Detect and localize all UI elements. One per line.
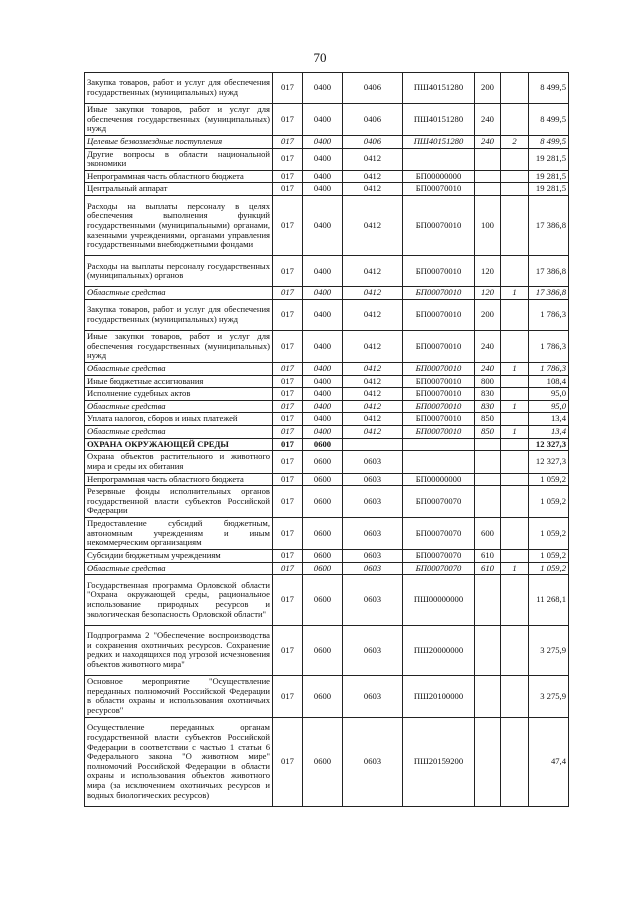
target-article-cell: БП00070010 [403, 426, 475, 439]
subsection-code-cell: 0412 [343, 256, 403, 287]
funding-source-cell [501, 451, 529, 473]
funding-source-cell [501, 388, 529, 401]
target-article-cell: БП00070010 [403, 388, 475, 401]
item-name-cell: ОХРАНА ОКРУЖАЮЩЕЙ СРЕДЫ [85, 438, 273, 451]
target-article-cell: БП00070010 [403, 183, 475, 196]
expense-type-cell [475, 717, 501, 806]
ministry-code-cell: 017 [273, 438, 303, 451]
item-name-cell: Областные средства [85, 362, 273, 375]
funding-source-cell [501, 73, 529, 104]
item-name-cell: Охрана объектов растительного и животного мира и среды их обитания [85, 451, 273, 473]
funding-source-cell: 2 [501, 135, 529, 148]
amount-cell: 8 499,5 [529, 135, 569, 148]
expense-type-cell [475, 473, 501, 486]
page-number: 70 [313, 50, 327, 65]
section-code-cell: 0600 [303, 451, 343, 473]
subsection-code-cell: 0406 [343, 104, 403, 136]
amount-cell: 1 059,2 [529, 549, 569, 562]
item-name-cell: Субсидии бюджетным учреждениям [85, 549, 273, 562]
ministry-code-cell: 017 [273, 196, 303, 256]
item-name-cell: Основное мероприятие "Осуществление переданных полномочий Российской Федерации в области охраны и использования охотничьих ресурсов" [85, 676, 273, 718]
ministry-code-cell: 017 [273, 717, 303, 806]
funding-source-cell [501, 575, 529, 626]
subsection-code-cell: 0412 [343, 400, 403, 413]
target-article-cell: БП00000000 [403, 170, 475, 183]
item-name-cell: Расходы на выплаты персоналу государственных (муниципальных) органов [85, 256, 273, 287]
amount-cell: 19 281,5 [529, 183, 569, 196]
ministry-code-cell: 017 [273, 518, 303, 550]
amount-cell: 12 327,3 [529, 451, 569, 473]
funding-source-cell [501, 300, 529, 331]
section-code-cell: 0400 [303, 331, 343, 363]
subsection-code-cell: 0412 [343, 388, 403, 401]
section-code-cell: 0400 [303, 400, 343, 413]
table-row [85, 575, 569, 626]
funding-source-cell [501, 413, 529, 426]
item-name-cell: Иные закупки товаров, работ и услуг для обеспечения государственных (муниципальных) нужд [85, 331, 273, 363]
ministry-code-cell: 017 [273, 562, 303, 575]
amount-cell: 1 786,3 [529, 300, 569, 331]
section-code-cell: 0400 [303, 362, 343, 375]
table-row [85, 256, 569, 287]
amount-cell: 95,0 [529, 388, 569, 401]
expense-type-cell [475, 438, 501, 451]
expense-type-cell: 200 [475, 73, 501, 104]
ministry-code-cell: 017 [273, 486, 303, 518]
section-code-cell: 0400 [303, 426, 343, 439]
subsection-code-cell: 0603 [343, 575, 403, 626]
item-name-cell: Непрограммная часть областного бюджета [85, 170, 273, 183]
subsection-code-cell: 0603 [343, 549, 403, 562]
table-row [85, 104, 569, 136]
item-name-cell: Резервные фонды исполнительных органов государственной власти субъектов Российской Федерации [85, 486, 273, 518]
ministry-code-cell: 017 [273, 362, 303, 375]
funding-source-cell [501, 148, 529, 170]
ministry-code-cell: 017 [273, 300, 303, 331]
table-row [85, 473, 569, 486]
target-article-cell [403, 451, 475, 473]
section-code-cell: 0600 [303, 575, 343, 626]
funding-source-cell [501, 549, 529, 562]
subsection-code-cell: 0603 [343, 625, 403, 676]
ministry-code-cell: 017 [273, 287, 303, 300]
expense-type-cell [475, 625, 501, 676]
amount-cell: 47,4 [529, 717, 569, 806]
section-code-cell: 0600 [303, 438, 343, 451]
expense-type-cell: 850 [475, 413, 501, 426]
item-name-cell: Непрограммная часть областного бюджета [85, 473, 273, 486]
ministry-code-cell: 017 [273, 135, 303, 148]
expense-type-cell: 830 [475, 388, 501, 401]
expense-type-cell: 610 [475, 549, 501, 562]
ministry-code-cell: 017 [273, 256, 303, 287]
table-row [85, 562, 569, 575]
table-row [85, 183, 569, 196]
funding-source-cell [501, 170, 529, 183]
table-row [85, 451, 569, 473]
table-row [85, 148, 569, 170]
section-code-cell: 0600 [303, 486, 343, 518]
funding-source-cell: 1 [501, 426, 529, 439]
target-article-cell: БП00070010 [403, 331, 475, 363]
subsection-code-cell: 0603 [343, 562, 403, 575]
expense-type-cell: 100 [475, 196, 501, 256]
funding-source-cell [501, 104, 529, 136]
amount-cell: 19 281,5 [529, 148, 569, 170]
subsection-code-cell: 0412 [343, 375, 403, 388]
amount-cell: 13,4 [529, 413, 569, 426]
item-name-cell: Осуществление переданных органам государственной власти субъектов Российской Федерации в соответствии с частью 1 статьи 6 Федерального закона "О животном мире" полномочий Российской Федерации в области охраны и использования объектов животного мира (за исключением охотничьих ресурсов и водных биологических ресурсов) [85, 717, 273, 806]
subsection-code-cell: 0412 [343, 183, 403, 196]
ministry-code-cell: 017 [273, 104, 303, 136]
amount-cell: 12 327,3 [529, 438, 569, 451]
target-article-cell: БП00070010 [403, 413, 475, 426]
budget-table [84, 72, 569, 807]
amount-cell: 8 499,5 [529, 104, 569, 136]
target-article-cell: ПШ40151280 [403, 104, 475, 136]
section-code-cell: 0600 [303, 549, 343, 562]
section-code-cell: 0400 [303, 73, 343, 104]
subsection-code-cell: 0603 [343, 486, 403, 518]
amount-cell: 1 059,2 [529, 562, 569, 575]
ministry-code-cell: 017 [273, 575, 303, 626]
ministry-code-cell: 017 [273, 549, 303, 562]
target-article-cell: БП00070010 [403, 287, 475, 300]
section-code-cell: 0400 [303, 104, 343, 136]
ministry-code-cell: 017 [273, 331, 303, 363]
section-code-cell: 0400 [303, 148, 343, 170]
item-name-cell: Уплата налогов, сборов и иных платежей [85, 413, 273, 426]
funding-source-cell: 1 [501, 287, 529, 300]
item-name-cell: Другие вопросы в области национальной экономики [85, 148, 273, 170]
subsection-code-cell: 0406 [343, 135, 403, 148]
expense-type-cell: 240 [475, 135, 501, 148]
amount-cell: 17 386,8 [529, 196, 569, 256]
amount-cell: 19 281,5 [529, 170, 569, 183]
expense-type-cell: 830 [475, 400, 501, 413]
target-article-cell: БП00070010 [403, 256, 475, 287]
item-name-cell: Расходы на выплаты персоналу в целях обеспечения выполнения функций государственными (муниципальными) органами, казенными учреждениями, органами управления государственными внебюджетными фондами [85, 196, 273, 256]
ministry-code-cell: 017 [273, 625, 303, 676]
section-code-cell: 0600 [303, 473, 343, 486]
expense-type-cell: 200 [475, 300, 501, 331]
subsection-code-cell: 0412 [343, 362, 403, 375]
target-article-cell: БП00070010 [403, 196, 475, 256]
funding-source-cell: 1 [501, 562, 529, 575]
section-code-cell: 0400 [303, 256, 343, 287]
item-name-cell: Закупка товаров, работ и услуг для обеспечения государственных (муниципальных) нужд [85, 300, 273, 331]
table-row [85, 388, 569, 401]
ministry-code-cell: 017 [273, 676, 303, 718]
expense-type-cell [475, 575, 501, 626]
subsection-code-cell: 0603 [343, 676, 403, 718]
funding-source-cell [501, 256, 529, 287]
item-name-cell: Иные закупки товаров, работ и услуг для обеспечения государственных (муниципальных) нужд [85, 104, 273, 136]
funding-source-cell [501, 717, 529, 806]
ministry-code-cell: 017 [273, 473, 303, 486]
funding-source-cell [501, 518, 529, 550]
section-code-cell: 0600 [303, 717, 343, 806]
table-row [85, 438, 569, 451]
expense-type-cell [475, 170, 501, 183]
amount-cell: 1 786,3 [529, 331, 569, 363]
section-code-cell: 0600 [303, 518, 343, 550]
section-code-cell: 0600 [303, 562, 343, 575]
subsection-code-cell: 0412 [343, 331, 403, 363]
target-article-cell: БП00070070 [403, 518, 475, 550]
section-code-cell: 0400 [303, 388, 343, 401]
item-name-cell: Иные бюджетные ассигнования [85, 375, 273, 388]
funding-source-cell [501, 486, 529, 518]
target-article-cell: ПШ00000000 [403, 575, 475, 626]
amount-cell: 17 386,8 [529, 287, 569, 300]
amount-cell: 1 059,2 [529, 486, 569, 518]
subsection-code-cell: 0412 [343, 170, 403, 183]
table-row [85, 196, 569, 256]
expense-type-cell: 120 [475, 287, 501, 300]
expense-type-cell: 610 [475, 562, 501, 575]
expense-type-cell: 850 [475, 426, 501, 439]
ministry-code-cell: 017 [273, 400, 303, 413]
funding-source-cell [501, 375, 529, 388]
section-code-cell: 0400 [303, 413, 343, 426]
funding-source-cell [501, 438, 529, 451]
table-row [85, 486, 569, 518]
item-name-cell: Целевые безвозмездные поступления [85, 135, 273, 148]
subsection-code-cell [343, 438, 403, 451]
item-name-cell: Областные средства [85, 287, 273, 300]
subsection-code-cell: 0412 [343, 148, 403, 170]
funding-source-cell: 1 [501, 362, 529, 375]
table-row [85, 625, 569, 676]
amount-cell: 1 059,2 [529, 518, 569, 550]
subsection-code-cell: 0603 [343, 717, 403, 806]
item-name-cell: Предоставление субсидий бюджетным, автономным учреждениям и иным некоммерческим организациям [85, 518, 273, 550]
expense-type-cell: 240 [475, 104, 501, 136]
amount-cell: 3 275,9 [529, 676, 569, 718]
expense-type-cell: 800 [475, 375, 501, 388]
item-name-cell: Центральный аппарат [85, 183, 273, 196]
item-name-cell: Закупка товаров, работ и услуг для обеспечения государственных (муниципальных) нужд [85, 73, 273, 104]
target-article-cell: БП00070070 [403, 549, 475, 562]
table-row [85, 426, 569, 439]
target-article-cell: БП00070070 [403, 486, 475, 518]
amount-cell: 17 386,8 [529, 256, 569, 287]
item-name-cell: Государственная программа Орловской области "Охрана окружающей среды, рациональное использование природных ресурсов и экологическая безопасность Орловской области" [85, 575, 273, 626]
table-row [85, 375, 569, 388]
target-article-cell: ПШ20159200 [403, 717, 475, 806]
table-row [85, 287, 569, 300]
ministry-code-cell: 017 [273, 183, 303, 196]
amount-cell: 13,4 [529, 426, 569, 439]
expense-type-cell [475, 183, 501, 196]
funding-source-cell [501, 183, 529, 196]
target-article-cell: БП00070010 [403, 400, 475, 413]
expense-type-cell: 240 [475, 362, 501, 375]
section-code-cell: 0600 [303, 625, 343, 676]
target-article-cell: ПШ40151280 [403, 135, 475, 148]
subsection-code-cell: 0412 [343, 300, 403, 331]
table-row [85, 413, 569, 426]
table-row [85, 331, 569, 363]
table-row [85, 717, 569, 806]
funding-source-cell [501, 473, 529, 486]
subsection-code-cell: 0412 [343, 196, 403, 256]
expense-type-cell: 240 [475, 331, 501, 363]
funding-source-cell [501, 331, 529, 363]
subsection-code-cell: 0603 [343, 473, 403, 486]
table-row [85, 170, 569, 183]
target-article-cell: БП00070070 [403, 562, 475, 575]
subsection-code-cell: 0603 [343, 518, 403, 550]
funding-source-cell [501, 676, 529, 718]
item-name-cell: Областные средства [85, 562, 273, 575]
table-row [85, 518, 569, 550]
funding-source-cell: 1 [501, 400, 529, 413]
target-article-cell: ПШ20000000 [403, 625, 475, 676]
item-name-cell: Областные средства [85, 426, 273, 439]
table-row [85, 549, 569, 562]
table-row [85, 73, 569, 104]
subsection-code-cell: 0412 [343, 413, 403, 426]
target-article-cell [403, 438, 475, 451]
section-code-cell: 0600 [303, 676, 343, 718]
amount-cell: 3 275,9 [529, 625, 569, 676]
amount-cell: 11 268,1 [529, 575, 569, 626]
section-code-cell: 0400 [303, 375, 343, 388]
section-code-cell: 0400 [303, 287, 343, 300]
expense-type-cell: 600 [475, 518, 501, 550]
ministry-code-cell: 017 [273, 413, 303, 426]
target-article-cell: ПШ20100000 [403, 676, 475, 718]
section-code-cell: 0400 [303, 183, 343, 196]
target-article-cell: БП00070010 [403, 300, 475, 331]
amount-cell: 1 059,2 [529, 473, 569, 486]
ministry-code-cell: 017 [273, 426, 303, 439]
ministry-code-cell: 017 [273, 170, 303, 183]
amount-cell: 1 786,3 [529, 362, 569, 375]
subsection-code-cell: 0412 [343, 426, 403, 439]
table-row [85, 400, 569, 413]
section-code-cell: 0400 [303, 170, 343, 183]
amount-cell: 8 499,5 [529, 73, 569, 104]
section-code-cell: 0400 [303, 196, 343, 256]
section-code-cell: 0400 [303, 135, 343, 148]
table-row [85, 676, 569, 718]
ministry-code-cell: 017 [273, 451, 303, 473]
target-article-cell: БП00070010 [403, 362, 475, 375]
expense-type-cell [475, 486, 501, 518]
target-article-cell: БП00070010 [403, 375, 475, 388]
ministry-code-cell: 017 [273, 388, 303, 401]
item-name-cell: Исполнение судебных актов [85, 388, 273, 401]
expense-type-cell [475, 451, 501, 473]
subsection-code-cell: 0412 [343, 287, 403, 300]
amount-cell: 108,4 [529, 375, 569, 388]
target-article-cell [403, 148, 475, 170]
item-name-cell: Подпрограмма 2 "Обеспечение воспроизводства и сохранения охотничьих ресурсов. Сохранение редких и находящихся под угрозой исчезновения объектов животного мира" [85, 625, 273, 676]
section-code-cell: 0400 [303, 300, 343, 331]
table-row [85, 300, 569, 331]
ministry-code-cell: 017 [273, 73, 303, 104]
target-article-cell: ПШ40151280 [403, 73, 475, 104]
ministry-code-cell: 017 [273, 148, 303, 170]
amount-cell: 95,0 [529, 400, 569, 413]
table-row [85, 135, 569, 148]
table-row [85, 362, 569, 375]
subsection-code-cell: 0406 [343, 73, 403, 104]
expense-type-cell: 120 [475, 256, 501, 287]
subsection-code-cell: 0603 [343, 451, 403, 473]
expense-type-cell [475, 148, 501, 170]
target-article-cell: БП00000000 [403, 473, 475, 486]
funding-source-cell [501, 625, 529, 676]
ministry-code-cell: 017 [273, 375, 303, 388]
expense-type-cell [475, 676, 501, 718]
funding-source-cell [501, 196, 529, 256]
item-name-cell: Областные средства [85, 400, 273, 413]
